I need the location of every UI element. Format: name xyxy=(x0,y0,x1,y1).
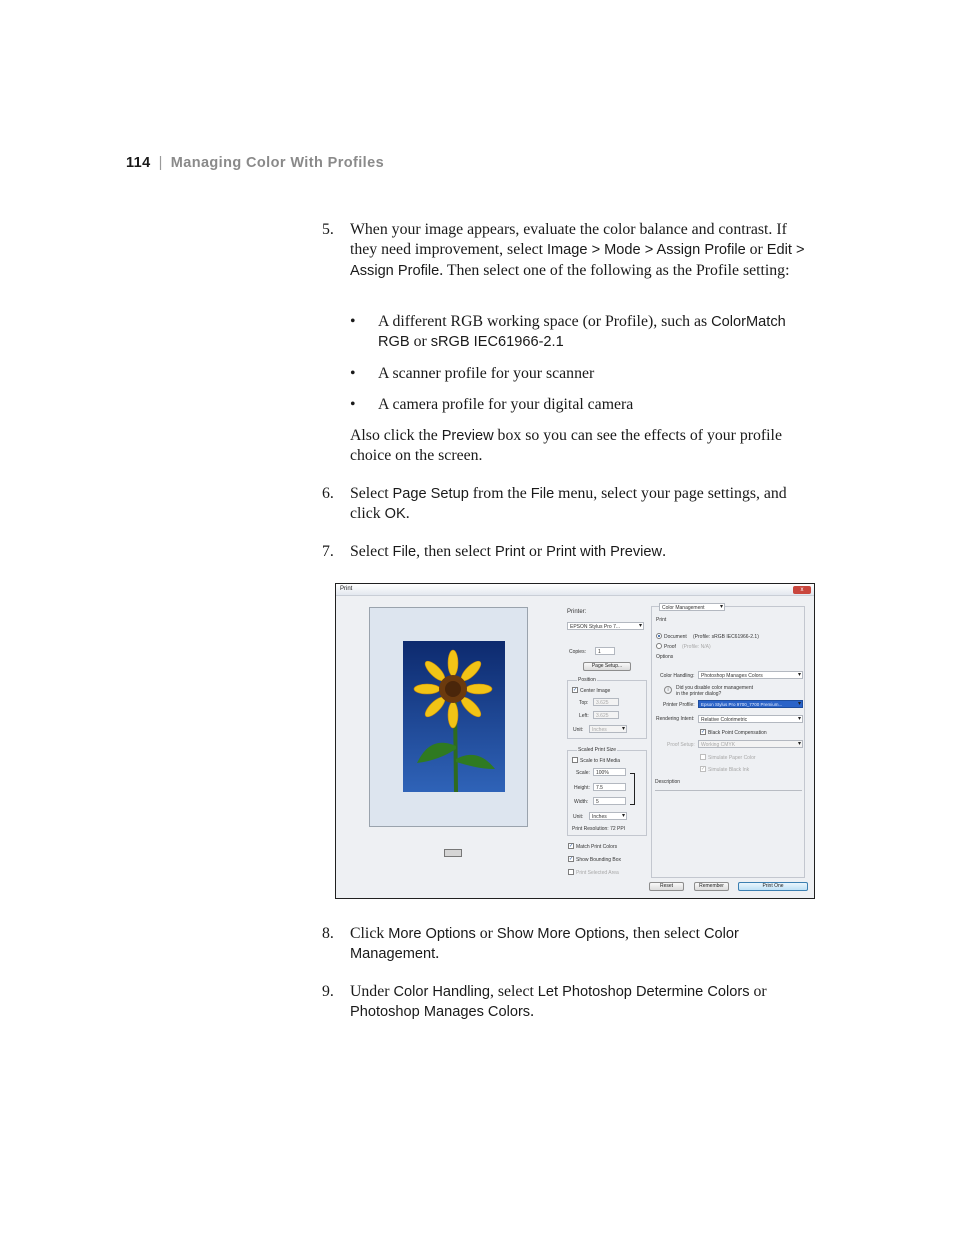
text-run: or xyxy=(475,925,497,942)
info-text-1: Did you disable color management xyxy=(676,685,753,691)
scale-value: 100% xyxy=(596,770,609,776)
document-option-label: Document xyxy=(664,634,687,640)
left-input[interactable] xyxy=(593,711,619,719)
text-run: Click xyxy=(350,925,389,942)
page-setup-button[interactable]: Page Setup... xyxy=(583,662,631,671)
link-bracket-icon[interactable] xyxy=(630,773,635,805)
bullet-item xyxy=(350,364,816,384)
step-number: 5. xyxy=(322,221,334,238)
unit-select[interactable] xyxy=(589,725,627,733)
bullet-dot: • xyxy=(350,396,356,413)
text-run: menu, select your page settings, and click xyxy=(350,485,787,523)
match-print-colors-checkbox[interactable]: ✓ xyxy=(569,843,574,849)
info-icon: i xyxy=(664,686,672,694)
text-run: , then select xyxy=(416,543,496,560)
reset-button[interactable]: Reset xyxy=(649,882,684,891)
center-image-checkbox[interactable]: ✓ xyxy=(573,687,578,693)
ui-term: Print xyxy=(495,544,526,560)
height-label: Height: xyxy=(574,785,590,791)
scale-input[interactable] xyxy=(593,768,626,776)
text-run: A camera profile for your digital camera xyxy=(378,396,634,413)
printer-profile-value: Epson Stylus Pro 9700_7700 Premium... xyxy=(701,702,783,707)
unit2-select[interactable] xyxy=(589,812,627,820)
center-image-label: Center Image xyxy=(580,688,611,694)
copies-label: Copies: xyxy=(569,649,586,655)
show-bounding-box-checkbox[interactable]: ✓ xyxy=(569,856,574,862)
black-point-checkbox[interactable]: ✓ xyxy=(701,729,706,735)
proof-setup-label: Proof Setup: xyxy=(667,742,695,748)
text-run: Under xyxy=(350,983,394,1000)
text-run: or xyxy=(749,983,767,1000)
simulate-black-checkbox[interactable]: ✓ xyxy=(701,766,706,772)
step-8 xyxy=(322,924,816,965)
print-dialog-screenshot xyxy=(335,583,815,899)
scale-label: Scale: xyxy=(576,770,590,776)
text-run: . xyxy=(662,543,667,560)
ui-term: Page Setup xyxy=(392,486,469,502)
text-run: , select xyxy=(489,983,538,1000)
rendering-intent-value: Relative Colorimetric xyxy=(701,717,748,723)
scale-to-fit-checkbox[interactable] xyxy=(572,757,578,763)
unit-label: Unit: xyxy=(573,727,584,733)
rendering-intent-label: Rendering Intent: xyxy=(656,716,695,722)
text-run: Select xyxy=(350,543,393,560)
print-selected-area-label: Print Selected Area xyxy=(576,870,619,876)
ui-term: More Options xyxy=(388,926,476,942)
show-bounding-box-label: Show Bounding Box xyxy=(576,857,622,863)
proof-option-label: Proof xyxy=(664,644,676,650)
dialog-titlebar xyxy=(336,584,814,596)
options-label: Options xyxy=(656,654,674,660)
color-handling-value: Photoshop Manages Colors xyxy=(701,673,763,679)
scale-to-fit-label: Scale to Fit Media xyxy=(580,758,621,764)
ui-term: File xyxy=(530,486,555,502)
text-run: . xyxy=(405,505,410,523)
text-run: or xyxy=(745,241,767,259)
step-number: 9. xyxy=(322,983,334,1000)
preview-note xyxy=(350,426,816,467)
position-group-label: Position xyxy=(578,677,596,683)
text-run: A scanner profile for your scanner xyxy=(378,365,595,382)
print-one-button[interactable]: Print One xyxy=(738,882,808,891)
dialog-title: Print xyxy=(340,586,353,592)
document-profile-text: (Profile: sRGB IEC61966-2.1) xyxy=(693,634,759,640)
unit2-value: Inches xyxy=(592,814,607,820)
printer-profile-label: Printer Profile: xyxy=(663,702,695,708)
ui-term: Print with Preview xyxy=(546,544,663,560)
step-9 xyxy=(322,982,816,1023)
page-number: 114 xyxy=(126,155,151,171)
text-run: When your image appears, evaluate the color balance and contrast. If they need improvement, select xyxy=(350,221,787,259)
close-button[interactable]: x xyxy=(793,586,811,594)
copies-input[interactable] xyxy=(595,647,615,655)
step-number: 6. xyxy=(322,485,334,502)
proof-setup-value: Working CMYK xyxy=(701,742,736,748)
text-run: A different RGB working space (or Profile), such as xyxy=(378,313,712,330)
proof-profile-text: (Profile: N/A) xyxy=(682,644,711,650)
text-run: , then select xyxy=(625,925,704,942)
simulate-black-label: Simulate Black Ink xyxy=(708,767,750,773)
menu-path: Edit > Assign Profile xyxy=(350,242,805,279)
bullet-dot: • xyxy=(350,365,356,382)
color-handling-label: Color Handling: xyxy=(660,673,695,679)
running-head xyxy=(126,155,384,171)
ui-term: Preview xyxy=(441,428,494,444)
step-number: 8. xyxy=(322,925,334,942)
ui-term: Photoshop Manages Colors xyxy=(350,1004,531,1021)
bullet-item xyxy=(350,395,816,415)
proof-setup-select[interactable] xyxy=(698,740,803,748)
scaled-print-size-label: Scaled Print Size xyxy=(578,747,617,753)
text-run: . xyxy=(530,1003,535,1021)
text-run: . xyxy=(435,945,440,963)
text-run: or xyxy=(525,543,547,560)
width-label: Width: xyxy=(574,799,589,805)
section-select[interactable] xyxy=(659,603,725,611)
top-value: 3.625 xyxy=(596,700,609,706)
text-run: Also click the xyxy=(350,427,442,444)
color-handling-select[interactable] xyxy=(698,671,803,679)
step-7 xyxy=(322,542,816,562)
text-run: box so you can see the effects of your profile choice on the screen. xyxy=(350,427,782,465)
step-6 xyxy=(322,484,816,525)
rendering-intent-select[interactable] xyxy=(698,715,803,723)
printer-label: Printer: xyxy=(567,609,587,615)
printer-select[interactable] xyxy=(567,622,644,630)
ui-term: ColorMatch RGB xyxy=(378,314,786,351)
width-input[interactable] xyxy=(593,797,626,805)
black-point-label: Black Point Compensation xyxy=(708,730,767,736)
text-run: from the xyxy=(468,485,531,502)
ui-term: Let Photoshop Determine Colors xyxy=(537,984,750,1000)
step-number: 7. xyxy=(322,543,334,560)
description-divider xyxy=(655,790,802,791)
ui-term: File xyxy=(392,544,417,560)
unit-value: Inches xyxy=(592,727,607,733)
bullet-item xyxy=(350,312,816,353)
printer-profile-select[interactable] xyxy=(698,700,803,708)
height-value: 7.5 xyxy=(596,785,603,791)
bullet-dot: • xyxy=(350,313,356,330)
remember-button[interactable]: Remember xyxy=(694,882,729,891)
sunflower-image xyxy=(403,641,505,792)
print-resolution: Print Resolution: 72 PPI xyxy=(572,826,626,832)
step-5 xyxy=(322,220,816,281)
unit2-label: Unit: xyxy=(573,814,584,820)
match-print-colors-label: Match Print Colors xyxy=(576,844,618,850)
menu-path: Image > Mode > Assign Profile xyxy=(546,242,746,259)
header-separator: | xyxy=(158,155,163,171)
print-selected-area-checkbox[interactable] xyxy=(568,869,574,875)
simulate-paper-label: Simulate Paper Color xyxy=(708,755,756,761)
ui-term: Show More Options xyxy=(496,926,626,942)
simulate-paper-checkbox[interactable] xyxy=(700,754,706,760)
height-input[interactable] xyxy=(593,783,626,791)
left-value: 3.625 xyxy=(596,713,609,719)
ui-term: Color Handling xyxy=(393,984,490,1000)
copies-value: 1 xyxy=(598,649,601,655)
text-run: or xyxy=(409,333,431,351)
text-run: Select xyxy=(350,485,393,502)
ui-term: sRGB IEC61966-2.1 xyxy=(430,334,564,351)
step-text xyxy=(350,220,816,281)
print-section-label: Print xyxy=(656,617,667,623)
description-label: Description xyxy=(655,779,681,785)
text-run: . Then select one of the following as the Profile setting: xyxy=(439,261,790,279)
proof-radio[interactable] xyxy=(656,643,662,649)
top-input[interactable] xyxy=(593,698,619,706)
preview-tools-icon[interactable] xyxy=(444,849,462,857)
top-label: Top: xyxy=(579,700,589,706)
info-text-2: in the printer dialog? xyxy=(676,691,722,697)
chapter-title: Managing Color With Profiles xyxy=(170,155,385,171)
printer-value: EPSON Stylus Pro 7... xyxy=(570,624,621,630)
document-radio[interactable] xyxy=(656,633,662,639)
ui-term: OK xyxy=(384,506,406,523)
section-select-value: Color Management xyxy=(662,605,705,611)
ui-term: Color Management xyxy=(350,926,739,963)
width-value: 5 xyxy=(596,799,599,805)
left-label: Left: xyxy=(579,713,589,719)
